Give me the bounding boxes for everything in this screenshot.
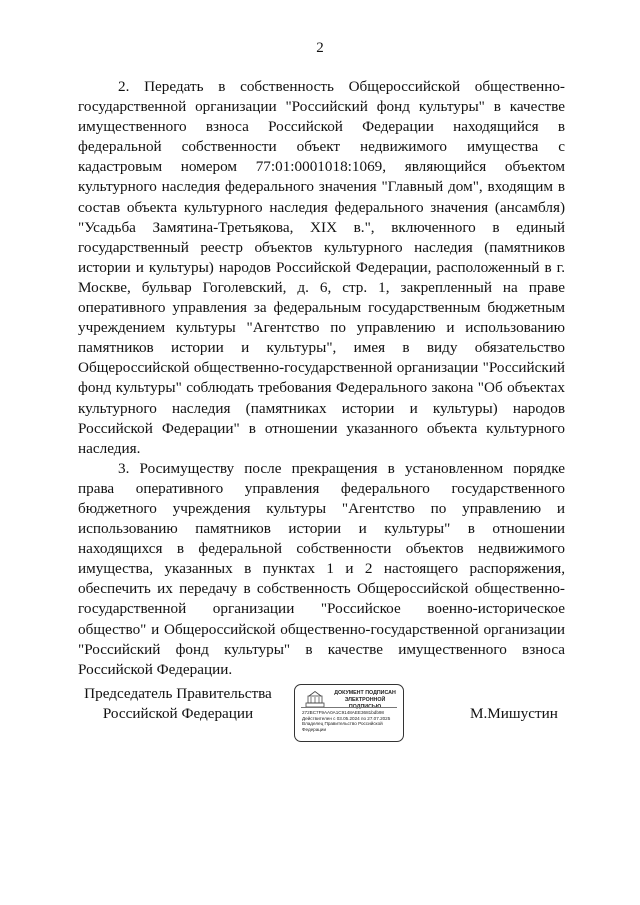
- signature-block: [0, 684, 640, 764]
- document-body: [78, 77, 565, 680]
- stamp-owner: Владелец Правительство Российской: [302, 721, 383, 727]
- paragraph-3: 3. Росимуществу после прекращения в установленном порядке права оперативного управления федерального государственного бюджетного учреждения культуры "Агентство по управлению и использованию памятников истории и культуры" в отношении находящихся в федеральной собственности объектов недвижимого имущества, указанных в пунктах 1 и 2 настоящего распоряжения, обеспечить их передачу в собственность Общероссийской общественно-государственной организации "Российское военно-историческое общество" и Общероссийской общественно-государственной организации "Российский фонд культуры" в качестве имущественного взноса Российской Федерации.: [78, 459, 565, 678]
- coat-of-arms-icon: [305, 690, 325, 708]
- signatory-title-line-2: Российской Федерации: [102, 705, 254, 722]
- stamp-details: [302, 710, 402, 732]
- paragraph-2: 2. Передать в собственность Общероссийской общественно-государственной организации "Российский фонд культуры" в качестве имущественного взноса Российской Федерации находящийся в федеральной собственности объект недвижимого имущества с кадастровым номером 77:01:0001018:1069, являющийся объектом культурного наследия федерального значения "Главный дом", входящим в состав объекта культурного наследия федерального значения (ансамбля) "Усадьба Замятина-Третьякова, XIX в.", включенного в единый государственный реестр объектов культурного наследия (памятников истории и культуры) народов Российской Федерации, расположенный в г. Москве, бульвар Гоголевский, д. 6, стр. 1, закрепленный на праве оперативного управления за федеральным государственным бюджетным учреждением культуры "Агентство по управлению и использованию памятников истории и культуры", имея в виду обязательство Общероссийской общественно-государственной организации "Российский фонд культуры" соблюдать требования Федерального закона "Об объектах культурного наследия (памятниках истории и культуры) народов Российской Федерации" в отношении указанного объекта культурного наследия.: [78, 78, 565, 457]
- signatory-name: М.Мишустин: [470, 705, 558, 722]
- signatory-title: [78, 684, 278, 724]
- stamp-certificate: 272BC7F9AA0A1C9148AEE3681bdb98: [302, 710, 384, 715]
- stamp-owner-line-2: Федерации: [302, 726, 327, 732]
- stamp-heading-line-1: ДОКУМЕНТ ПОДПИСАН: [334, 690, 396, 696]
- stamp-divider: [301, 707, 397, 708]
- stamp-heading-line-2: ЭЛЕКТРОННОЙ ПОДПИСЬЮ: [344, 697, 386, 710]
- page-number: 2: [316, 40, 324, 56]
- electronic-signature-stamp: [294, 684, 404, 742]
- signatory-title-line-1: Председатель Правительства: [84, 685, 272, 702]
- stamp-validity: Действителен с 03.05.2024 по 27.07.2025: [302, 715, 391, 721]
